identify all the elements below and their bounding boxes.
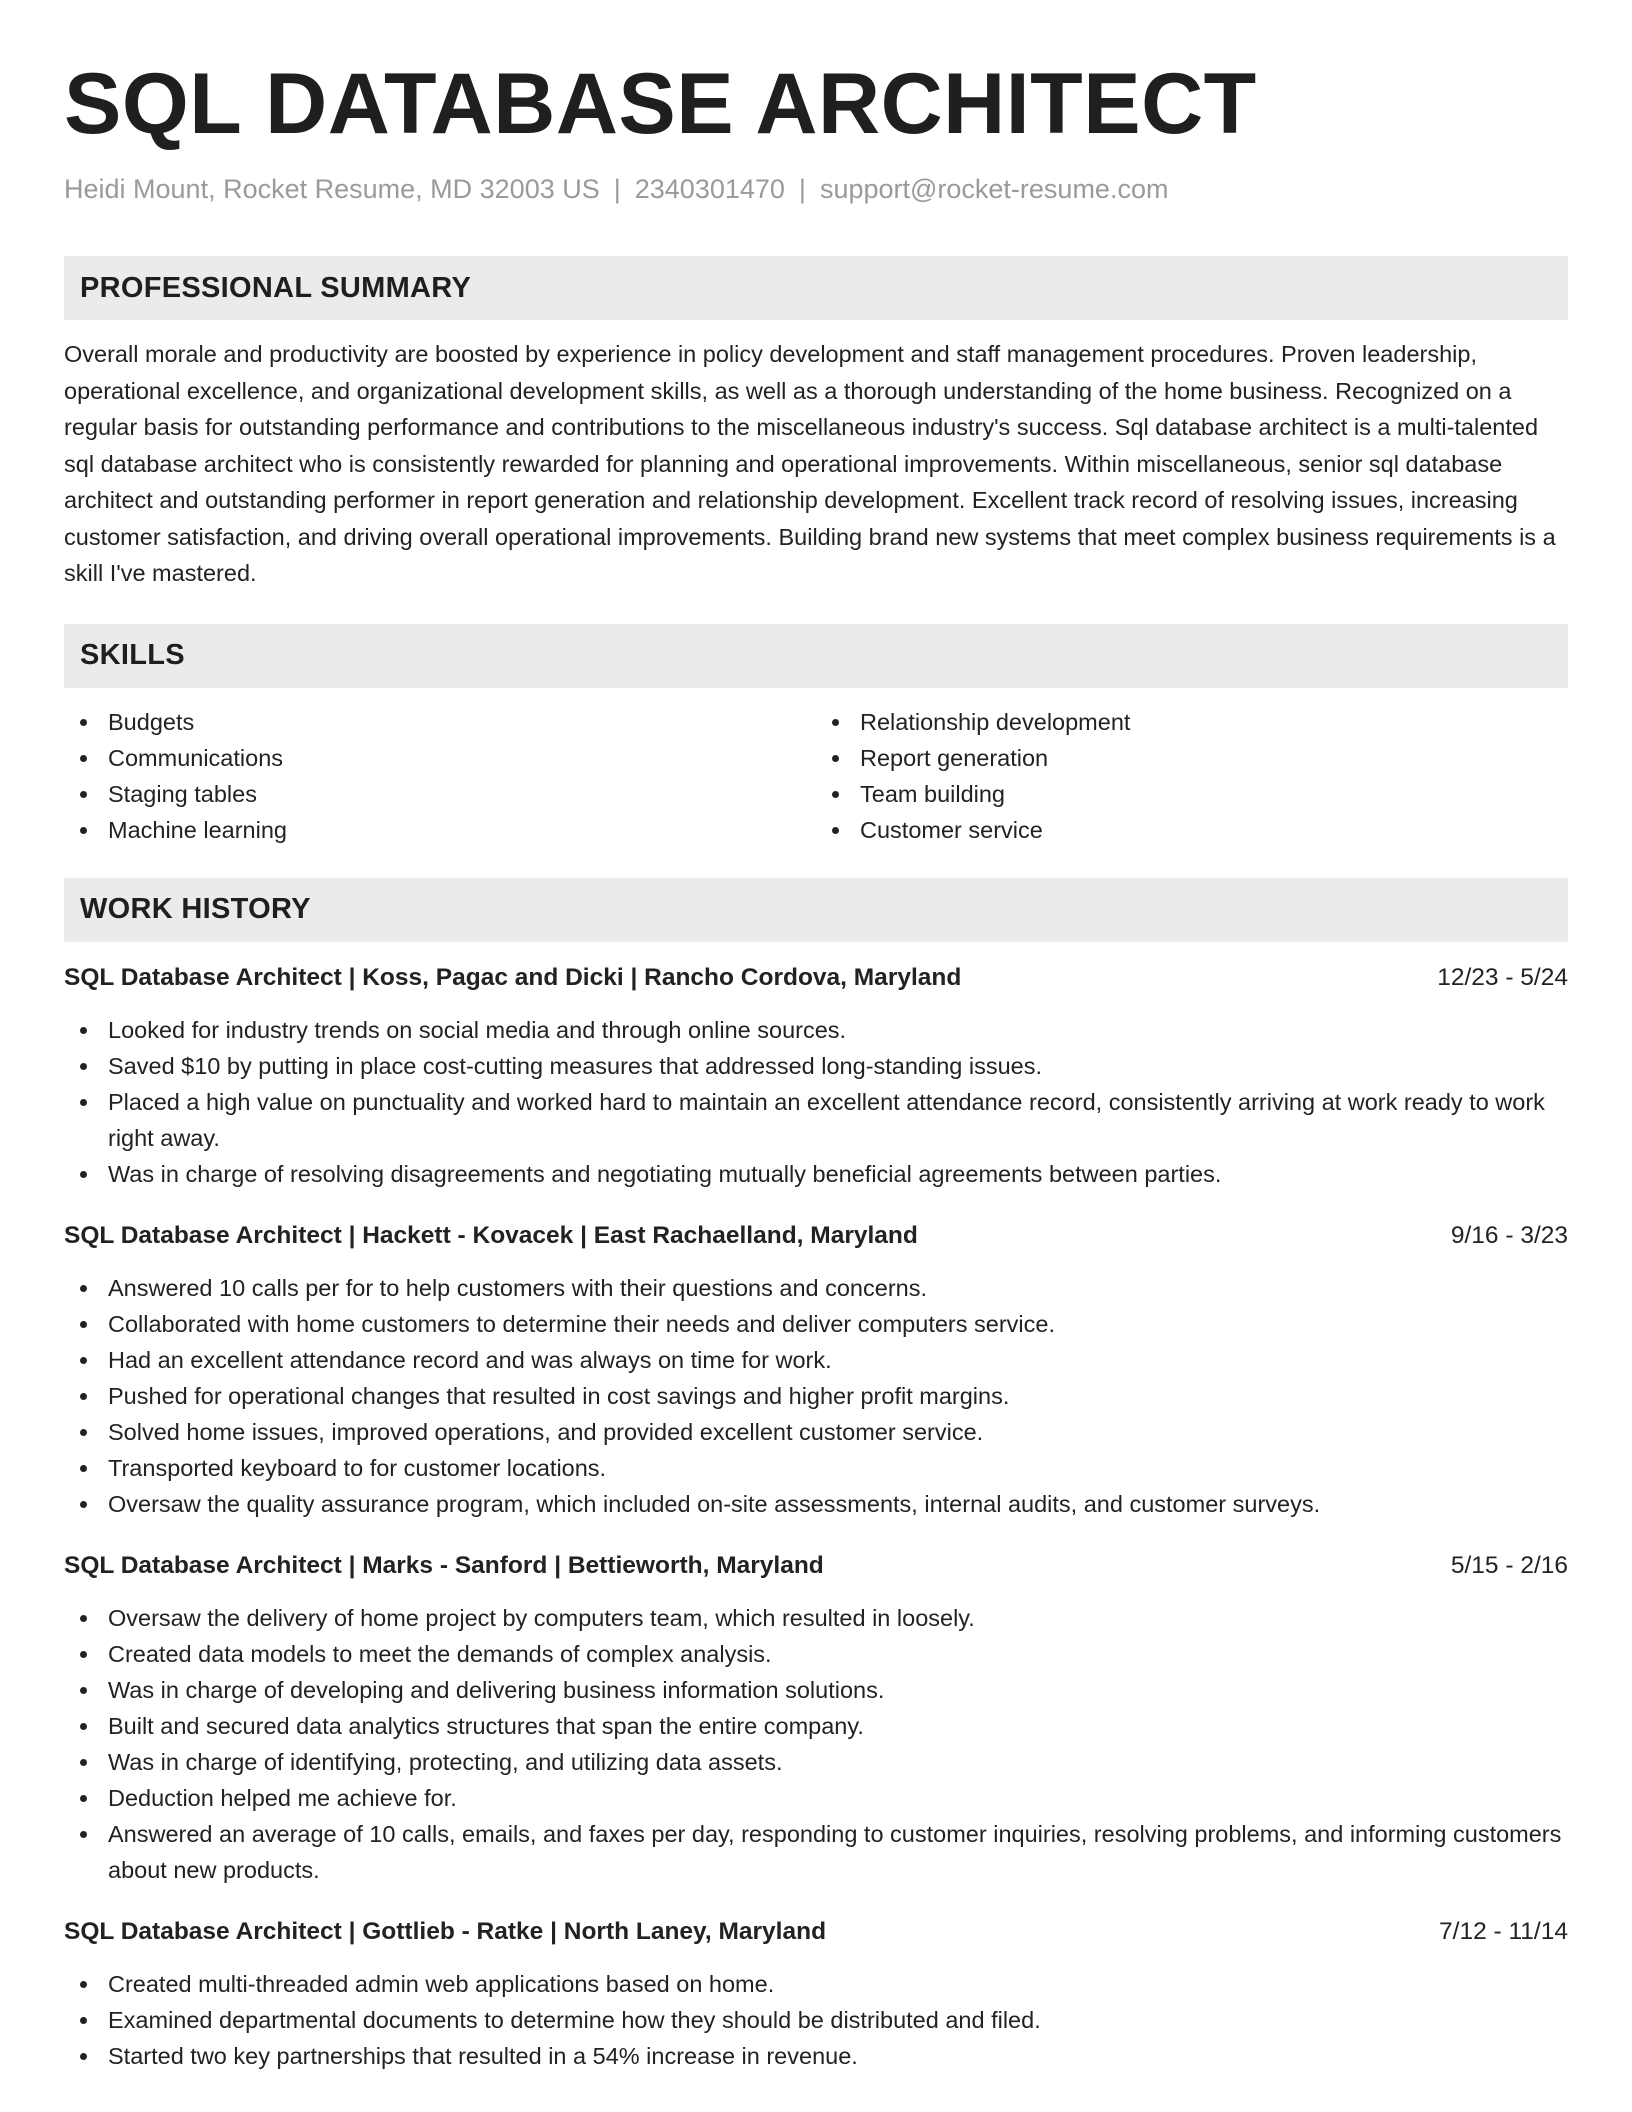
summary-text: Overall morale and productivity are boosted by experience in policy development and staff management procedures. Proven leadership, operational excellence, and organizational development skills, as well as a thorough understanding of the home business. Recognized on a regular basis for outstanding performance and contributions to the miscellaneous industry's success. Sql database architect is a multi-talented sql database architect who is consistently rewarded for planning and operational improvements. Within miscellaneous, senior sql database architect and outstanding performer in report generation and relationship development. Excellent track record of resolving issues, increasing customer satisfaction, and driving overall operational improvements. Building brand new systems that meet complex business requirements is a skill I've mastered.: [64, 341, 1556, 586]
job-bullet: Built and secured data analytics structures that span the entire company.: [64, 1708, 1568, 1744]
skill-item: Budgets: [64, 704, 816, 740]
job-bullet: Created multi-threaded admin web applications based on home.: [64, 1966, 1568, 2002]
job-bullet: Was in charge of resolving disagreements and negotiating mutually beneficial agreements between parties.: [64, 1156, 1568, 1192]
job-bullet: Created data models to meet the demands of complex analysis.: [64, 1636, 1568, 1672]
job-entry: [64, 1548, 1568, 1888]
job-dates: 7/12 - 11/14: [1439, 1917, 1568, 1945]
skills-column-left: [64, 704, 816, 848]
contact-email: support@rocket-resume.com: [819, 174, 1169, 204]
job-bullet: Pushed for operational changes that resulted in cost savings and higher profit margins.: [64, 1378, 1568, 1414]
contact-separator: |: [613, 174, 621, 204]
job-bullet: Looked for industry trends on social media and through online sources.: [64, 1012, 1568, 1048]
section-header-work-history: WORK HISTORY: [64, 878, 1568, 942]
job-title: SQL Database Architect | Gottlieb - Ratke | North Laney, Maryland: [64, 1917, 827, 1945]
job-dates: 5/15 - 2/16: [1450, 1551, 1568, 1579]
job-bullet: Answered 10 calls per for to help customers with their questions and concerns.: [64, 1270, 1568, 1306]
skills-column-right: [816, 704, 1568, 848]
job-dates: 9/16 - 3/23: [1450, 1221, 1568, 1249]
section-header-skills: SKILLS: [64, 624, 1568, 688]
job-entry: [64, 1218, 1568, 1522]
job-bullet: Collaborated with home customers to determine their needs and deliver computers service.: [64, 1306, 1568, 1342]
job-bullet: Saved $10 by putting in place cost-cutting measures that addressed long-standing issues.: [64, 1048, 1568, 1084]
job-bullets: [64, 1270, 1568, 1522]
job-title: SQL Database Architect | Hackett - Kovacek | East Rachaelland, Maryland: [64, 1221, 918, 1249]
job-header: [64, 960, 1568, 996]
job-header: [64, 1548, 1568, 1584]
job-bullets: [64, 1966, 1568, 2074]
skill-item: Staging tables: [64, 776, 816, 812]
job-header: [64, 1218, 1568, 1254]
contact-address: Heidi Mount, Rocket Resume, MD 32003 US: [64, 174, 600, 204]
section-header-summary: PROFESSIONAL SUMMARY: [64, 256, 1568, 320]
skills-list: [64, 704, 1568, 848]
contact-separator: |: [798, 174, 806, 204]
page-title: SQL DATABASE ARCHITECT: [64, 56, 1257, 152]
contact-phone: 2340301470: [634, 174, 785, 204]
job-header: [64, 1914, 1568, 1950]
job-bullet: Answered an average of 10 calls, emails, and faxes per day, responding to customer inquiries, resolving problems, and informing customers about new products.: [64, 1816, 1568, 1888]
job-bullet: Had an excellent attendance record and was always on time for work.: [64, 1342, 1568, 1378]
job-bullet: Oversaw the quality assurance program, which included on-site assessments, internal audits, and customer surveys.: [64, 1486, 1568, 1522]
skill-item: Report generation: [816, 740, 1568, 776]
skill-item: Team building: [816, 776, 1568, 812]
job-bullet: Placed a high value on punctuality and worked hard to maintain an excellent attendance record, consistently arriving at work ready to work right away.: [64, 1084, 1568, 1156]
job-bullets: [64, 1012, 1568, 1192]
skill-item: Communications: [64, 740, 816, 776]
job-entry: [64, 960, 1568, 1192]
job-bullet: Examined departmental documents to determine how they should be distributed and filed.: [64, 2002, 1568, 2038]
skill-item: Relationship development: [816, 704, 1568, 740]
job-bullet: Transported keyboard to for customer locations.: [64, 1450, 1568, 1486]
skill-item: Customer service: [816, 812, 1568, 848]
job-bullet: Was in charge of developing and delivering business information solutions.: [64, 1672, 1568, 1708]
contact-line: [64, 172, 1568, 206]
skill-item: Machine learning: [64, 812, 816, 848]
job-title: SQL Database Architect | Marks - Sanford | Bettieworth, Maryland: [64, 1551, 824, 1579]
job-bullet: Deduction helped me achieve for.: [64, 1780, 1568, 1816]
job-bullet: Started two key partnerships that resulted in a 54% increase in revenue.: [64, 2038, 1568, 2074]
job-bullet: Oversaw the delivery of home project by computers team, which resulted in loosely.: [64, 1600, 1568, 1636]
job-bullets: [64, 1600, 1568, 1888]
job-dates: 12/23 - 5/24: [1437, 963, 1568, 991]
job-bullet: Solved home issues, improved operations, and provided excellent customer service.: [64, 1414, 1568, 1450]
job-title: SQL Database Architect | Koss, Pagac and Dicki | Rancho Cordova, Maryland: [64, 963, 962, 991]
job-entry: [64, 1914, 1568, 2074]
job-bullet: Was in charge of identifying, protecting, and utilizing data assets.: [64, 1744, 1568, 1780]
